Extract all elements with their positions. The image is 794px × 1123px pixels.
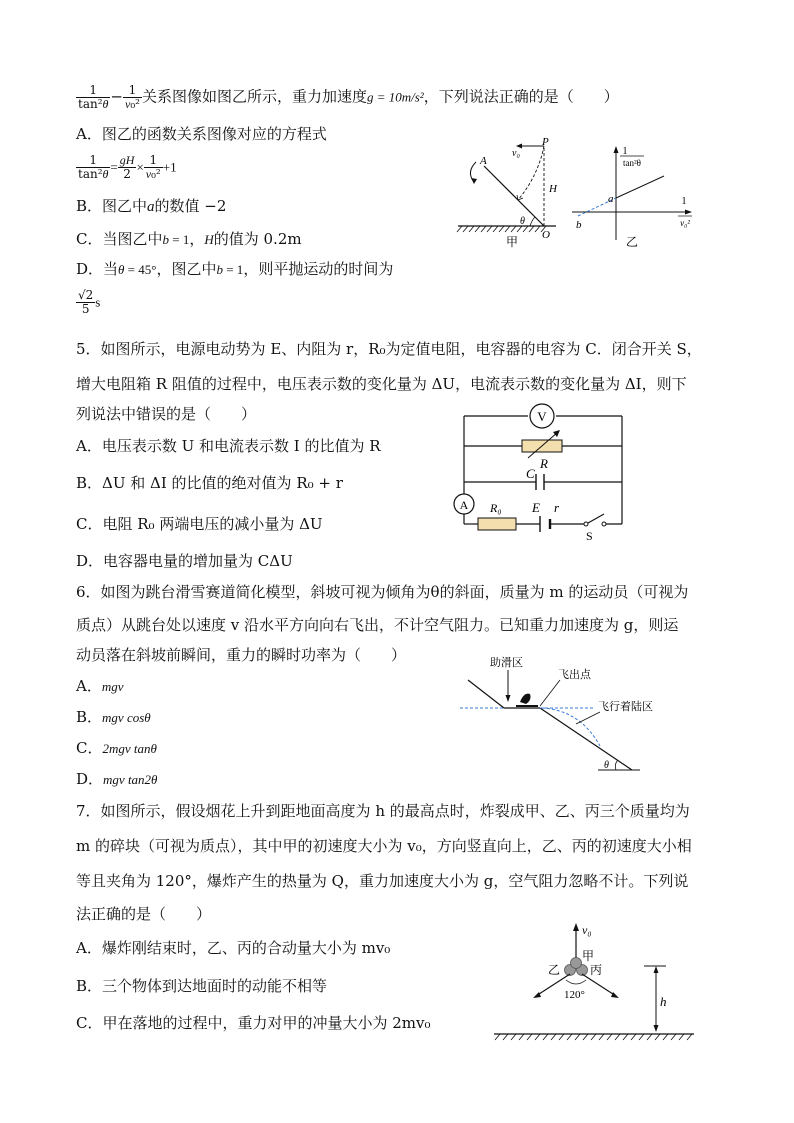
- q6-line-3: 动员落在斜坡前瞬间，重力的瞬时功率为（ ）: [76, 646, 407, 664]
- q4-option-c: C．当图乙中b = 1，H的值为 0.2m: [76, 230, 302, 248]
- q7-option-c: C．甲在落地的过程中，重力对甲的冲量大小为 2mv₀: [76, 1014, 431, 1032]
- svg-text:1: 1: [622, 146, 628, 157]
- q7-line-3: 等且夹角为 120°，爆炸产生的热量为 Q，重力加速度大小为 g，空气阻力忽略不计。下列说: [76, 872, 689, 890]
- q7-line-2: m 的碎块（可视为质点），其中甲的初速度大小为 v₀，方向竖直向上，乙、丙的初速度大小相: [76, 837, 692, 855]
- fraction: $\frac{√2}{5}$: [78, 288, 94, 316]
- svg-text:b: b: [576, 219, 582, 231]
- svg-text:O: O: [542, 229, 550, 241]
- svg-text:A: A: [480, 155, 487, 167]
- q4-option-c-text: C．当图乙中: [76, 230, 163, 248]
- q4-figure-jia: [456, 136, 566, 248]
- q4-option-b: B．图乙中a的数值 −2: [76, 197, 227, 215]
- q4-option-d-text: D．当: [76, 260, 119, 278]
- q5-line-2: 增大电阻箱 R 阻值的过程中，电压表示数的变化量为 ΔU，电流表示数的变化量为 ΔI，则下: [76, 375, 687, 393]
- svg-text:v₀: v₀: [512, 148, 520, 159]
- q4-stem-end: ，下列说法正确的是（ ）: [423, 87, 619, 106]
- q7-firework-figure: [494, 918, 696, 1048]
- q5-option-c: C．电阻 R₀ 两端电压的减小量为 ΔU: [76, 515, 323, 533]
- svg-text:甲: 甲: [506, 235, 519, 248]
- q4-option-c-mid: ，: [189, 230, 205, 248]
- q5-line-3: 列说法中错误的是（ ）: [76, 405, 257, 423]
- svg-text:A: A: [459, 498, 469, 512]
- fraction: $\frac{1}{\text{v₀²}}$: [125, 83, 140, 111]
- svg-text:飞出点: 飞出点: [558, 669, 591, 681]
- q4-stem-line: $\frac{1}{\text{tan²θ}}$ − $\frac{1}{\text{v₀²}}$ 关系图像如图乙所示，重力加速度g = 10m/s²，下列说法正确的是（ ）: [78, 83, 619, 111]
- q4-option-a-text: A．图乙的函数关系图像对应的方程式: [76, 125, 327, 143]
- fraction: $\frac{1}{\text{v₀²}}$: [145, 153, 161, 181]
- svg-text:r: r: [554, 500, 560, 515]
- svg-text:H: H: [549, 183, 557, 195]
- svg-text:a: a: [608, 193, 614, 205]
- q4-option-d-tail: ，则平抛运动的时间为: [243, 260, 394, 278]
- svg-text:θ: θ: [604, 760, 609, 771]
- svg-text:P: P: [542, 136, 549, 148]
- q4-option-a: [76, 124, 327, 144]
- svg-text:S: S: [586, 529, 593, 542]
- q5-option-a: A．电压表示数 U 和电流表示数 I 的比值为 R: [76, 437, 381, 455]
- q7-option-a: A．爆炸刚结束时，乙、丙的合动量大小为 mv₀: [76, 939, 391, 957]
- equals-sign: =: [110, 159, 118, 175]
- fraction: $\frac{1}{\text{tan²θ}}$: [78, 83, 109, 111]
- svg-text:v₀: v₀: [582, 923, 592, 937]
- q4-option-b-tail: 的数值 −2: [154, 197, 227, 215]
- q4-option-d: D．当θ = 45°，图乙中b = 1，则平抛运动的时间为: [76, 260, 394, 278]
- q4-figure-yi: [568, 140, 698, 250]
- q4-option-b-text: B．图乙中: [76, 197, 148, 215]
- q6-option-c: C．2mgv tanθ: [76, 739, 157, 757]
- svg-text:C: C: [526, 466, 535, 481]
- svg-text:E: E: [532, 500, 540, 515]
- svg-text:V: V: [537, 409, 547, 424]
- svg-text:甲: 甲: [582, 949, 595, 963]
- svg-text:θ: θ: [520, 216, 525, 227]
- q5-line-1: 5．如图所示，电源电动势为 E、内阻为 r，R₀为定值电阻，电容器的电容为 C．闭合开关 S，: [76, 340, 702, 358]
- q7-line-4: 法正确的是（ ）: [76, 905, 212, 923]
- unit-s: s: [95, 294, 101, 310]
- svg-text:乙: 乙: [626, 235, 639, 249]
- q4-option-a-equation: $\frac{1}{\text{tan²θ}}$ = $\frac{gH}{2}$ × $\frac{1}{\text{v₀²}}$ +1: [78, 153, 177, 181]
- q6-line-1: 6．如图为跳台滑雪赛道简化模型，斜坡可视为倾角为θ的斜面，质量为 m 的运动员（可视为: [76, 583, 689, 601]
- q6-option-b: B．mgv cosθ: [76, 708, 151, 726]
- svg-text:tan²θ: tan²θ: [622, 158, 642, 168]
- q5-circuit-figure: [446, 396, 636, 542]
- q5-option-d: D．电容器电量的增加量为 CΔU: [76, 552, 293, 570]
- svg-text:R₀: R₀: [490, 501, 502, 515]
- q4-option-c-tail: 的值为 0.2m: [213, 230, 302, 248]
- svg-text:R: R: [540, 456, 548, 471]
- svg-text:助滑区: 助滑区: [490, 657, 523, 669]
- q6-option-a: A．mgv: [76, 677, 124, 695]
- q4-option-d-mid: ，图乙中: [156, 260, 217, 278]
- fraction: $\frac{1}{\text{tan²θ}}$: [78, 153, 109, 181]
- svg-text:v₀²: v₀²: [680, 218, 690, 228]
- q4-option-d-answer: [76, 289, 100, 316]
- svg-text:飞行着陆区: 飞行着陆区: [598, 701, 653, 713]
- q4-stem-g: g = 10m/s²: [366, 89, 424, 105]
- q7-option-b: B．三个物体到达地面时的动能不相等: [76, 977, 328, 995]
- svg-text:丙: 丙: [590, 963, 603, 977]
- q6-option-d: D．mgv tan2θ: [76, 770, 158, 788]
- q7-line-1: 7．如图所示，假设烟花上升到距地面高度为 h 的最高点时，炸裂成甲、乙、丙三个质量均为: [76, 802, 690, 820]
- svg-text:120°: 120°: [564, 989, 585, 1001]
- svg-text:h: h: [660, 994, 667, 1009]
- q6-ski-figure: [460, 650, 660, 775]
- q6-line-2: 质点）从跳台处以速度 v 沿水平方向向右飞出，不计空气阻力。已知重力加速度为 g，则运: [76, 616, 679, 634]
- svg-text:1: 1: [681, 196, 687, 207]
- q4-stem-text: 关系图像如图乙所示，重力加速度: [141, 87, 367, 106]
- equation-tail: +1: [162, 159, 177, 175]
- q5-option-b: B．ΔU 和 ΔI 的比值的绝对值为 R₀ + r: [76, 474, 343, 492]
- fraction: $\frac{gH}{2}$: [119, 153, 135, 181]
- svg-text:乙: 乙: [548, 963, 561, 977]
